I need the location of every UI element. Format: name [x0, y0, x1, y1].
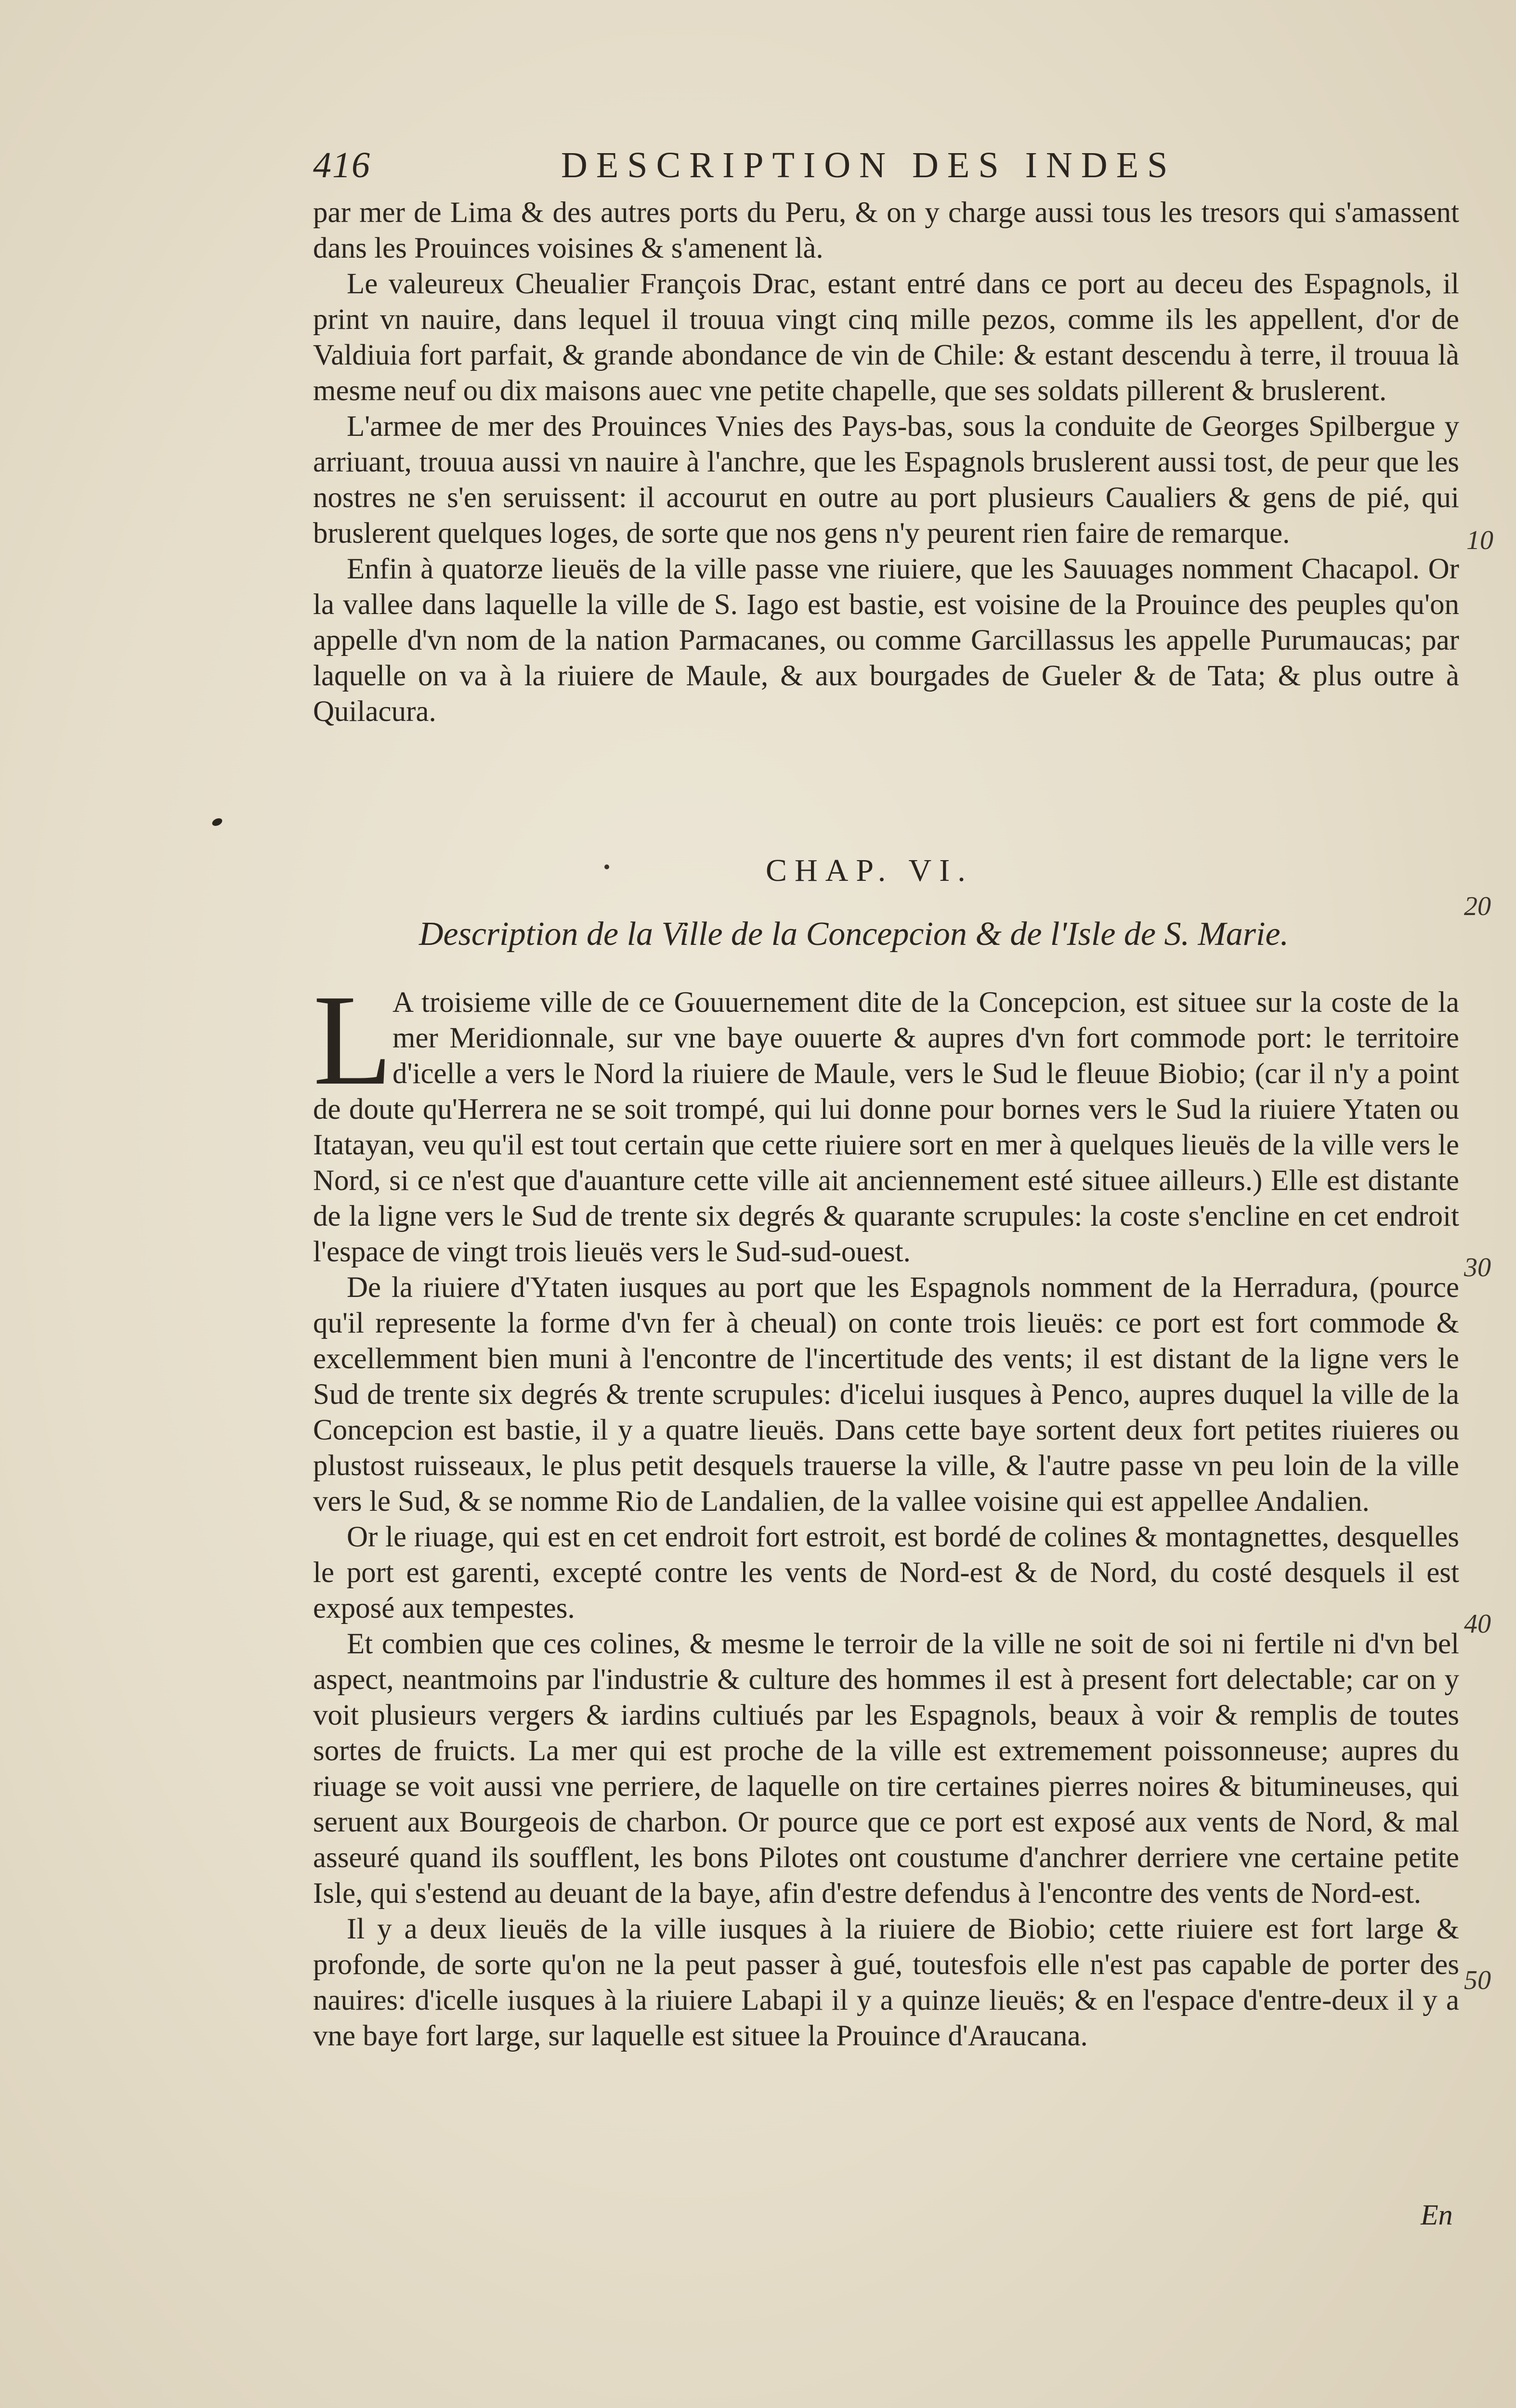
section-text — [313, 195, 1459, 730]
chapter-text — [313, 968, 1459, 2054]
running-title: DESCRIPTION DES INDES — [561, 145, 1176, 185]
page-number: 416 — [313, 145, 371, 185]
chapter-subtitle: Description de la Ville de la Concepcion & de l'Isle de S. Marie. — [419, 916, 1289, 953]
ink-dot — [604, 864, 609, 869]
paragraph: Enfin à quatorze lieuës de la ville passe vne riuiere, que les Sauuages nomment Chacapol. Or la vallee dans laquelle la ville de S. Iago est bastie, est voisine de la Prouince des peuples qu'on appelle d'vn nom de la nation Parmacanes, ou comme Garcillassus les appelle Purumaucas; par laquelle on va à la riuiere de Maule, & aux bourgades de Gueler & de Tata; & plus outre à Quilacura. — [313, 553, 1459, 728]
paragraph — [313, 968, 1459, 1270]
paragraph: Or le riuage, qui est en cet endroit fort estroit, est bordé de colines & montagnettes, desquelles le port est garenti, excepté contre les vents de Nord-est & de Nord, du costé desquels il est exposé aux tempestes. — [313, 1521, 1459, 1624]
paragraph: par mer de Lima & des autres ports du Peru, & on y charge aussi tous les tresors qui s'amassent dans les Prouinces voisines & s'amenent là. — [313, 196, 1459, 264]
margin-line-number: 50 — [1464, 1965, 1491, 1995]
ink-blot — [211, 817, 223, 827]
drop-capital: L — [313, 968, 392, 1112]
margin-line-number: 10 — [1466, 525, 1493, 555]
chapter-heading: CHAP. VI. — [766, 853, 973, 888]
catchword: En — [1421, 2199, 1453, 2231]
paragraph: De la riuiere d'Ytaten iusques au port que les Espagnols nomment de la Herradura, (pource qu'il represente la forme d'vn fer à cheual) on conte trois lieuës: ce port est fort commode & excellemment bien muni à l'encontre de l'incertitude des vents; il est distant de la ligne vers le Sud de trente six degrés & trente scrupules: d'icelui iusques à Penco, aupres duquel la ville de la Concepcion est bastie, il y a quatre lieuës. Dans cette baye sortent deux fort petites riuieres ou plustost ruisseaux, le plus petit desquels trauerse la ville, & l'autre passe vn peu loin de la ville vers le Sud, & se nomme Rio de Landalien, de la vallee voisine qui est appellee Andalien. — [313, 1271, 1459, 1518]
margin-line-number: 20 — [1464, 891, 1491, 921]
margin-line-number: 30 — [1464, 1253, 1491, 1283]
page-header — [313, 144, 1469, 197]
paragraph: Le valeureux Cheualier François Drac, estant entré dans ce port au deceu des Espagnols, il print vn nauire, dans lequel il trouua vingt cinq mille pezos, comme ils les appellent, d'or de Valdiuia fort parfait, & grande abondance de vin de Chile: & estant descendu à terre, il trouua là mesme neuf ou dix maisons auec vne petite chapelle, que ses soldats pillerent & bruslerent. — [313, 268, 1459, 407]
paragraph: L'armee de mer des Prouinces Vnies des Pays-bas, sous la conduite de Georges Spilbergue y arriuant, trouua aussi vn nauire à l'anchre, que les Espagnols bruslerent aussi tost, de peur que les nostres ne s'en seruissent: il accourut en outre au port plusieurs Caualiers & gens de pié, qui bruslerent quelques loges, de sorte que nos gens n'y peurent rien faire de remarque. — [313, 410, 1459, 550]
margin-line-number: 40 — [1464, 1609, 1491, 1639]
paragraph: Il y a deux lieuës de la ville iusques à la riuiere de Biobio; cette riuiere est fort large & profonde, de sorte qu'on ne la peut passer à gué, toutesfois elle n'est pas capable de porter des nauires: d'icelle iusques à la riuiere Labapi il y a quinze lieuës; & en l'espace d'entre-deux il y a vne baye fort large, sur laquelle est situee la Prouince d'Araucana. — [313, 1913, 1459, 2052]
dropcap-space — [313, 985, 392, 1091]
paragraph: Et combien que ces colines, & mesme le terroir de la ville ne soit de soi ni fertile ni d'vn bel aspect, neantmoins par l'industrie & culture des hommes il est à present fort delectable; car on y voit plusieurs vergers & iardins cultiués par les Espagnols, beaux à voir & remplis de toutes sortes de fruicts. La mer qui est proche de la ville est extremement poissonneuse; aupres du riuage se voit aussi vne perriere, de laquelle on tire certaines pierres noires & bitumineuses, qui seruent aux Bourgeois de charbon. Or pource que ce port est exposé aux vents de Nord, & mal asseuré quand ils soufflent, les bons Pilotes ont coustume d'anchrer derriere vne certaine petite Isle, qui s'estend au deuant de la baye, afin d'estre defendus à l'encontre des vents de Nord-est. — [313, 1628, 1459, 1910]
paragraph-text: A troisieme ville de ce Gouuernement dite de la Concepcion, est situee sur la coste de la mer Meridionnale, sur vne baye ouuerte & aupres d'vn fort commode port: le territoire d'icelle a vers le Nord la riuiere de Maule, vers le Sud le fleuue Biobio; (car il n'y a point de doute qu'Herrera ne se soit trompé, qui lui donne pour bornes vers le Sud la riuiere Ytaten ou Itatayan, veu qu'il est tout certain que cette riuiere sort en mer à quelques lieuës de la ville vers le Nord, si ce n'est que d'auanture cette ville ait anciennement esté situee ailleurs.) Elle est distante de la ligne vers le Sud de trente six degrés & quarante scrupules: la coste s'encline en cet endroit l'espace de vingt trois lieuës vers le Sud-sud-ouest. — [313, 986, 1459, 1268]
